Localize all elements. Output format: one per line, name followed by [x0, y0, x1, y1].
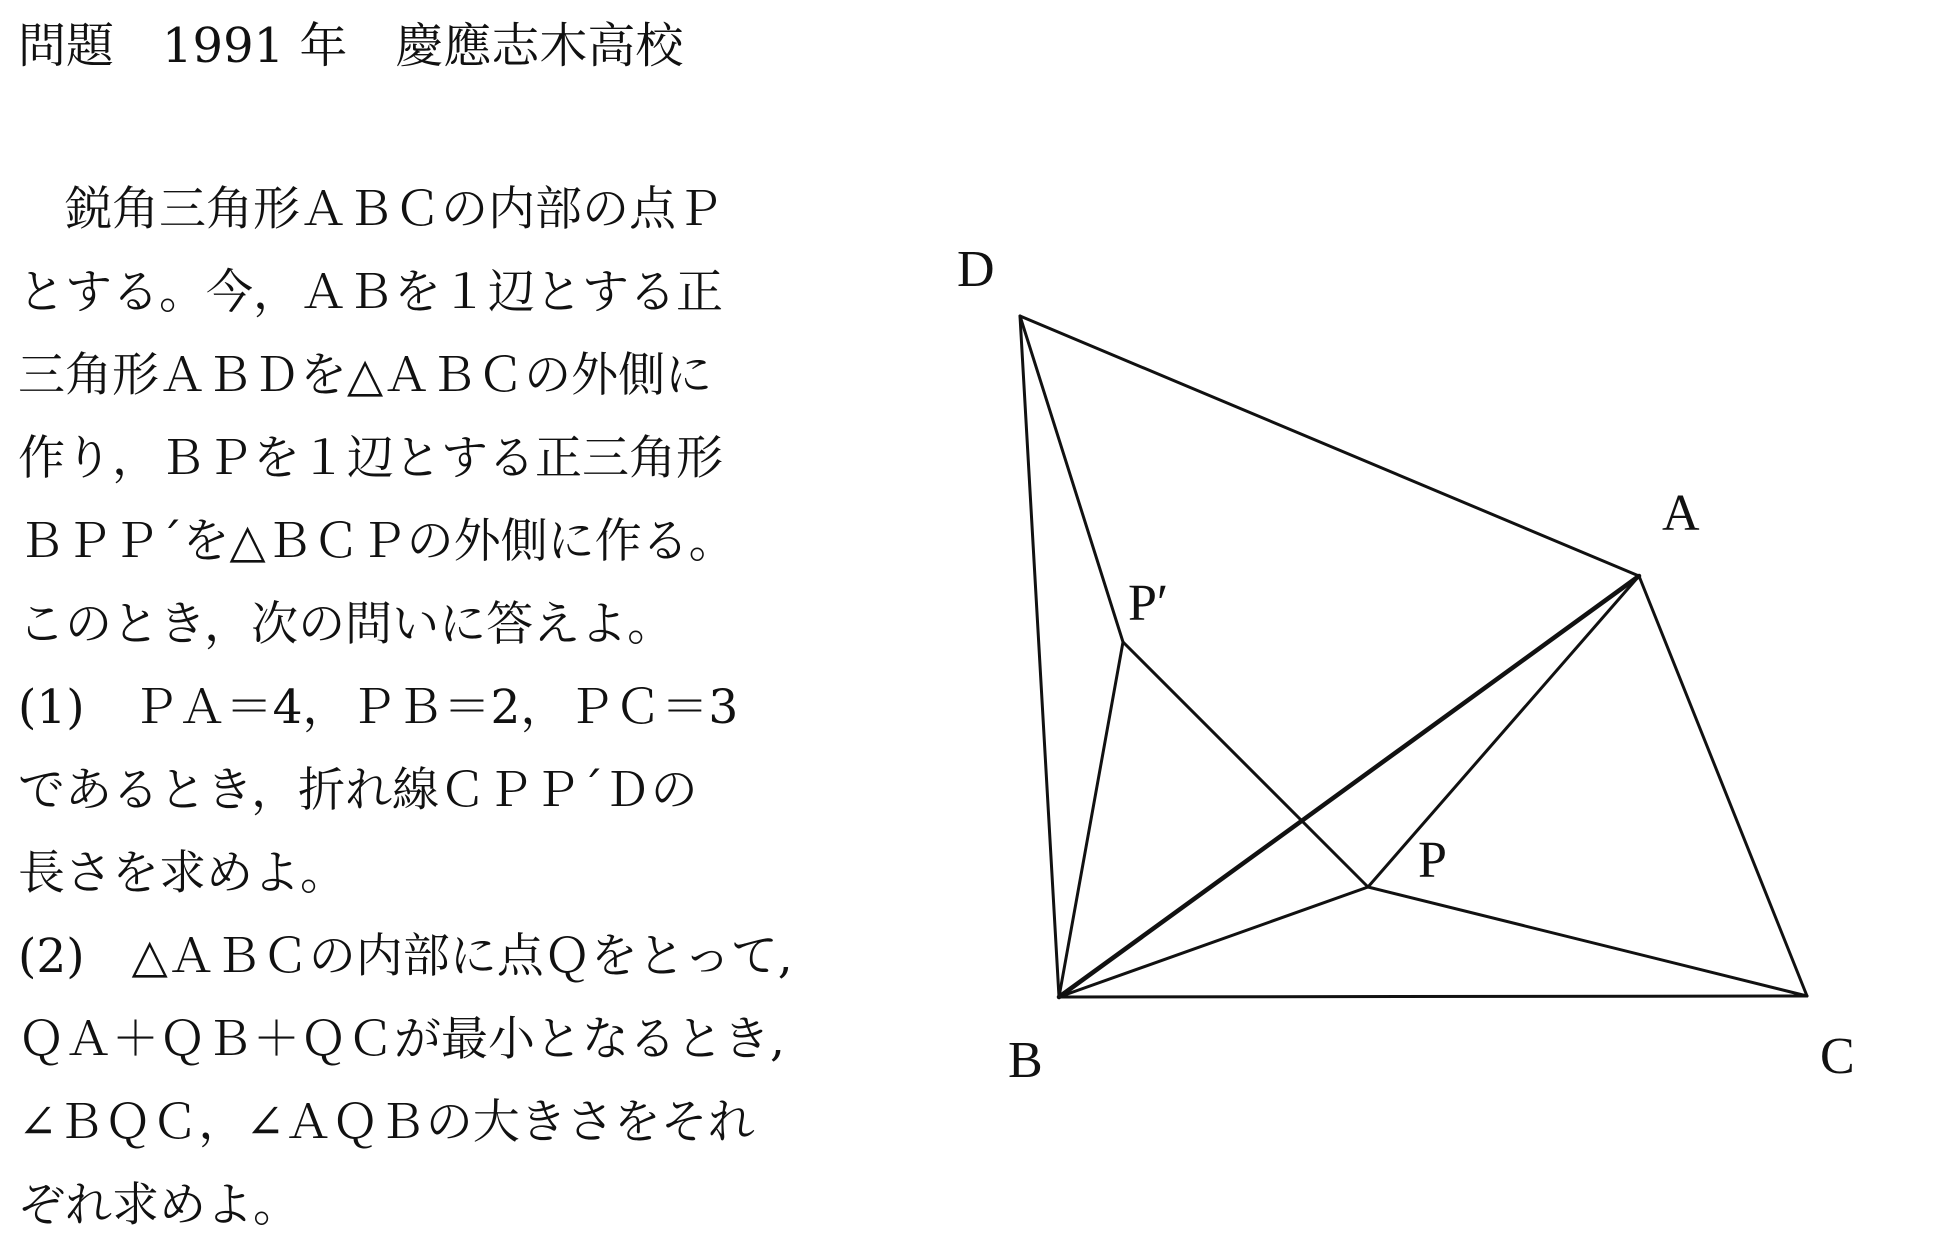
- problem-line: 鋭角三角形ＡＢＣの内部の点Ｐ: [18, 182, 723, 237]
- segment-PC: [1368, 887, 1807, 996]
- label-A: A: [1662, 485, 1700, 542]
- problem-line: 作り，ＢＰを１辺とする正三角形: [18, 431, 723, 486]
- segment-DA: [1020, 316, 1639, 576]
- geometry-diagram: [940, 240, 1940, 1100]
- geometry-figure: [940, 240, 1940, 1100]
- problem-line: ＢＰＰ´を△ＢＣＰの外側に作る。: [18, 514, 736, 569]
- problem-line-part2: (2) △ＡＢＣの内部に点Ｑをとって,: [18, 929, 793, 984]
- problem-line: このとき，次の問いに答えよ。: [18, 597, 675, 652]
- page-title: 問題 1991 年 慶應志木高校: [18, 18, 684, 74]
- problem-line: とする。今，ＡＢを１辺とする正: [18, 265, 723, 320]
- problem-line: 三角形ＡＢＤを△ＡＢＣの外側に: [18, 348, 713, 403]
- label-P: P: [1418, 832, 1447, 889]
- problem-line: であるとき，折れ線ＣＰＰ´Ｄの: [18, 763, 698, 818]
- label-B: B: [1008, 1032, 1043, 1089]
- problem-line: ∠ＢＱＣ，∠ＡＱＢの大きさをそれ: [18, 1095, 755, 1150]
- label-C: C: [1820, 1028, 1855, 1085]
- problem-line-part1: (1) ＰＡ＝4，ＰＢ＝2，ＰＣ＝3: [18, 680, 739, 735]
- label-P-prime: P′: [1128, 575, 1169, 632]
- segment-BP: [1059, 887, 1368, 997]
- problem-line: ＱＡ＋ＱＢ＋ＱＣが最小となるとき,: [18, 1012, 785, 1067]
- segment-BC: [1059, 996, 1807, 997]
- segment-PA: [1368, 576, 1639, 887]
- label-D: D: [957, 241, 995, 298]
- problem-text: [18, 168, 888, 1247]
- problem-line: 長さを求めよ。: [18, 846, 347, 901]
- segment-PprimeP: [1123, 642, 1368, 887]
- segment-PprimeB: [1059, 642, 1123, 997]
- segment-AC: [1639, 576, 1807, 996]
- problem-line: ぞれ求めよ。: [18, 1178, 300, 1233]
